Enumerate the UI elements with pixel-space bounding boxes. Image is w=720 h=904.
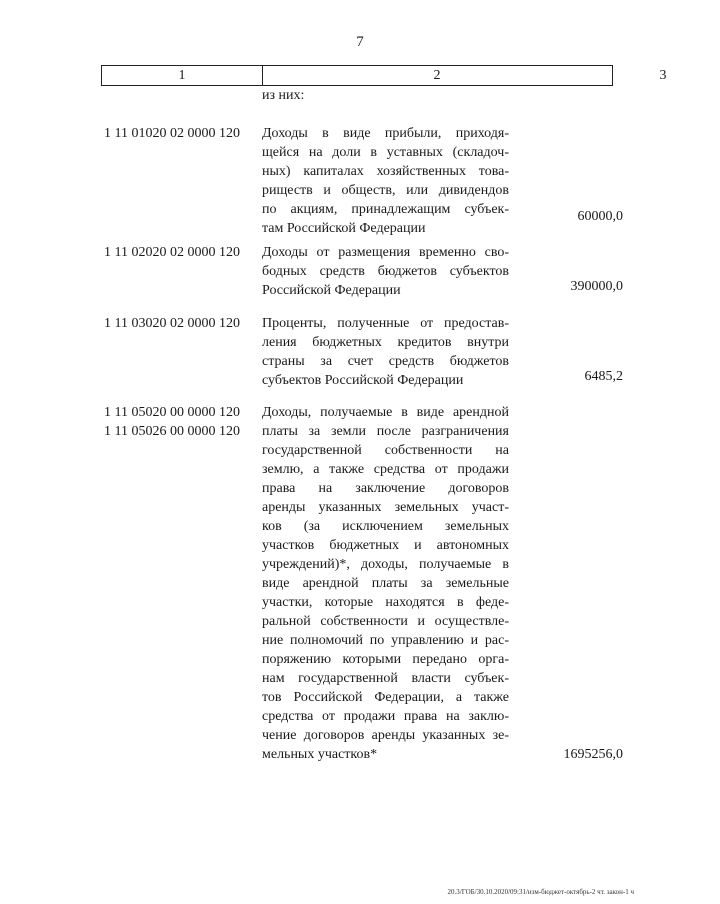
footer-stamp: 20.3/ГОБ/30.10.2020/09:31/изм-бюджет-октябрь-2 чт. закон-1 ч <box>447 888 634 896</box>
row-code: 1 11 02020 02 0000 120 <box>104 245 240 260</box>
row-description: Проценты, полученные от предостав- ления бюджетных кредитов внутри страны за счет средств бюджетов субъектов Российской Федерации <box>262 316 509 388</box>
table-header <box>101 65 667 86</box>
header-col-1: 1 <box>102 66 263 85</box>
row-code: 1 11 03020 02 0000 120 <box>104 316 240 331</box>
row-value: 390000,0 <box>570 279 623 294</box>
row-description: Доходы от размещения временно сво- бодных средств бюджетов субъектов Российской Федерации <box>262 245 509 298</box>
row-code: 1 11 01020 02 0000 120 <box>104 126 240 141</box>
row-description: Доходы в виде прибыли, приходя- щейся на доли в уставных (складоч- ных) капиталах хозяйственных това- риществ и обществ, или дивидендов по акциям, принадлежащим субъек- там Российской Федерации <box>262 126 509 236</box>
row-code: 1 11 05020 00 0000 120 <box>104 405 240 420</box>
header-col-3: 3 <box>659 68 667 83</box>
row-value: 1695256,0 <box>563 747 623 762</box>
row-value: 6485,2 <box>584 369 623 384</box>
row-value: 60000,0 <box>577 209 623 224</box>
row-code: 1 11 05026 00 0000 120 <box>104 424 240 439</box>
intro-text: из них: <box>262 88 305 103</box>
header-col-2: 2 <box>262 66 613 85</box>
row-description: Доходы, получаемые в виде арендной платы за земли после разграничения государственной собственности на землю, а также средства от продажи права на заключение договоров аренды указанных земельных участ- ков (за исключением земельных участков бюджетных и автономных учреждений)*, доходы, получаемые в виде арендной платы за земельные участки, которые находятся в феде- ральной собственности и осуществле- ние полномочий по управлению и рас- поряжению которыми передано орга- нам государственной власти субъек- тов Российской Федерации, а также средства от продажи права на заклю- чение договоров аренды указанных зе- мельных участков* <box>262 405 509 762</box>
page-number: 7 <box>356 34 364 50</box>
